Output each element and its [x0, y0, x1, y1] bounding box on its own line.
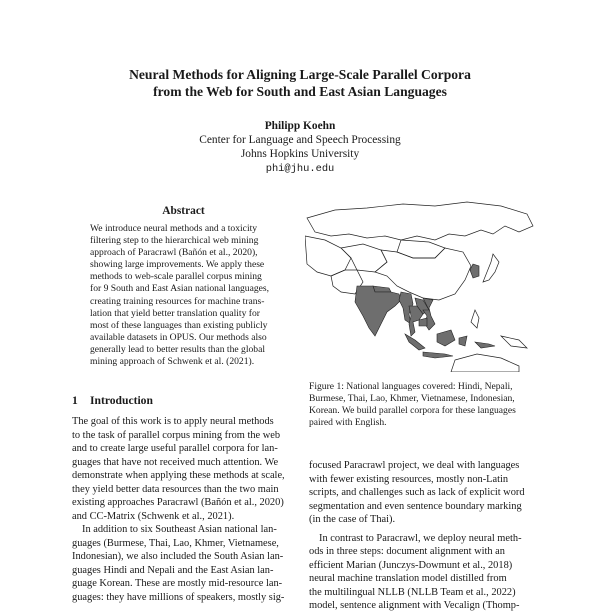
body-line: focused Paracrawl project, we deal with languages — [309, 460, 520, 471]
author-affiliation-2: Johns Hopkins University — [240, 148, 360, 161]
figure-map — [305, 196, 535, 372]
body-line: guages (Burmese, Thai, Lao, Khmer, Vietnamese, — [72, 537, 279, 549]
body-line: guages that have not received much attention. We — [72, 456, 279, 468]
section-number: 1 — [72, 394, 78, 407]
left-column-text — [72, 415, 298, 604]
map-highlighted-countries — [355, 264, 495, 358]
abstract-body — [90, 223, 282, 368]
body-line: the multilingual NLLB (NLLB Team et al., 2022) — [309, 586, 516, 598]
body-line: efficient Marian (Junczys-Dowmunt et al., 2018) — [309, 559, 513, 571]
paper-title-line-1: Neural Methods for Aligning Large-Scale Parallel Corpora — [129, 67, 471, 82]
body-line: guages: they have millions of speakers, mostly sig- — [72, 591, 285, 603]
abstract-line: creating training resources for machine trans- — [90, 295, 265, 307]
abstract-line: for 9 South and East Asian national languages, — [90, 283, 270, 295]
paper-title-line-2: from the Web for South and East Asian Languages — [153, 84, 447, 99]
author-block — [0, 119, 600, 176]
asia-map-icon — [305, 196, 535, 372]
body-line: In contrast to Paracrawl, we deploy neural meth- — [319, 532, 522, 544]
body-line: guage Korean. These are mostly mid-resource lan- — [72, 578, 283, 589]
body-line: In addition to six Southeast Asian national lan- — [82, 524, 277, 535]
caption-line: paired with English. — [309, 417, 387, 429]
abstract-line: showing large improvements. We apply these — [90, 259, 265, 271]
figure-caption — [309, 381, 535, 429]
paper-title — [0, 66, 600, 100]
section-title: Introduction — [90, 394, 153, 407]
body-line: neural machine translation model distilled from — [309, 573, 507, 584]
abstract-heading: Abstract — [162, 205, 205, 217]
body-line: scripts, and challenges such as lack of explicit word — [309, 487, 525, 498]
abstract-line: mining approach of Schwenk et al. (2021). — [90, 356, 255, 368]
body-line: to the task of parallel corpus mining from the web — [72, 429, 281, 441]
caption-line: Burmese, Thai, Lao, Khmer, Vietnamese, Indonesian, — [309, 393, 515, 405]
body-line: guages Hindi and Nepali and the East Asian lan- — [72, 564, 274, 576]
abstract-line: approach of Paracrawl (Bañón et al., 2020), — [90, 247, 258, 259]
abstract-line: most of these languages than existing publicly — [90, 319, 268, 331]
body-line: model, sentence alignment with Vecalign (Thomp- — [309, 600, 520, 611]
abstract-line: lation that yield better translation quality for — [90, 307, 260, 319]
body-line: with fewer existing resources, mostly non-Latin — [309, 473, 509, 485]
abstract-line: generally lead to better results than the global — [90, 343, 266, 355]
body-line: and CC-Matrix (Schwenk et al., 2021). — [72, 510, 235, 522]
body-line: segmentation and even sentence boundary marking — [309, 500, 522, 512]
author-name: Philipp Koehn — [264, 120, 336, 132]
body-line: and to create large useful parallel corpora for lan- — [72, 443, 278, 454]
caption-line: Figure 1: National languages covered: Hindi, Nepali, — [309, 381, 513, 392]
abstract-line: filtering step to the hierarchical web mining — [90, 235, 259, 247]
abstract-line: methods to web-scale parallel corpus mining — [90, 271, 262, 283]
body-line: Indonesian), we also included the South Asian lan- — [72, 551, 284, 562]
right-column-text — [309, 459, 535, 613]
section-heading-introduction — [72, 394, 153, 407]
body-line: The goal of this work is to apply neural methods — [72, 416, 274, 427]
abstract-line: We introduce neural methods and a toxicity — [90, 223, 258, 234]
caption-line: Korean. We build parallel corpora for these languages — [309, 405, 516, 417]
abstract-line: available datasets in OPUS. Our methods also — [90, 331, 267, 343]
author-affiliation-1: Center for Language and Speech Processing — [199, 134, 401, 147]
body-line: (in the case of Thai). — [309, 514, 396, 525]
body-line: they yield better data resources than the two main — [72, 483, 279, 495]
body-line: demonstrate when applying these methods at scale, — [72, 470, 285, 481]
author-email[interactable]: phi@jhu.edu — [265, 162, 335, 175]
body-line: ods in three steps: document alignment with an — [309, 546, 505, 557]
body-line: existing approaches Paracrawl (Bañón et al., 2020) — [72, 497, 284, 508]
